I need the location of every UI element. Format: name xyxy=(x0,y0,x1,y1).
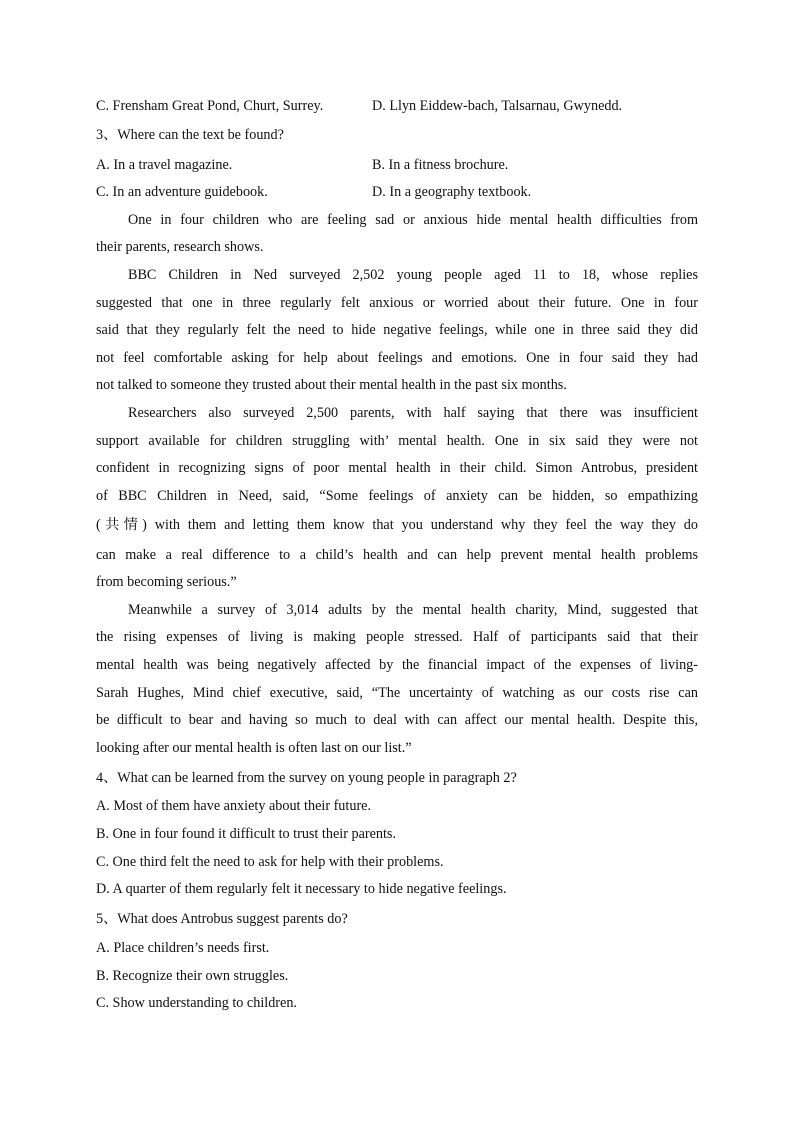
passage-p1-line: their parents, research shows. xyxy=(96,239,264,255)
passage-p4-line: Sarah Hughes, Mind chief executive, said, “The uncertainty of watching as our costs rise can xyxy=(96,685,698,701)
passage-p3-line: Researchers also surveyed 2,500 parents, with half saying that there was insufficient xyxy=(128,405,698,421)
q3-option-d: D. In a geography textbook. xyxy=(372,184,532,200)
passage-p2-line: suggested that one in three regularly felt anxious or worried about their future. One in four xyxy=(96,295,698,311)
passage-p4-line: the rising expenses of living is making people stressed. Half of participants said that their xyxy=(96,629,698,645)
q5-option-b: B. Recognize their own struggles. xyxy=(96,968,289,984)
passage-p4-line: Meanwhile a survey of 3,014 adults by the mental health charity, Mind, suggested that xyxy=(128,602,698,618)
q3-option-b: B. In a fitness brochure. xyxy=(372,157,509,173)
q3-option-a: A. In a travel magazine. xyxy=(96,157,233,173)
q2-option-c: C. Frensham Great Pond, Churt, Surrey. xyxy=(96,98,324,114)
passage-p3-line: of BBC Children in Need, said, “Some feelings of anxiety can be hidden, so empathizing xyxy=(96,488,698,504)
passage-p2-line: not talked to someone they trusted about their mental health in the past six months. xyxy=(96,377,567,393)
passage-p3-line: from becoming serious.” xyxy=(96,574,237,590)
q4-option-c: C. One third felt the need to ask for help with their problems. xyxy=(96,854,444,870)
passage-p2-line: not feel comfortable asking for help about feelings and emotions. One in four said they had xyxy=(96,350,698,366)
q4-option-d: D. A quarter of them regularly felt it necessary to hide negative feelings. xyxy=(96,881,507,897)
passage-p3-line: confident in recognizing signs of poor mental health in their child. Simon Antrobus, president xyxy=(96,460,698,476)
q5-question: 5、What does Antrobus suggest parents do? xyxy=(96,911,348,927)
passage-p2-line: BBC Children in Ned surveyed 2,502 young people aged 11 to 18, whose replies xyxy=(128,267,698,283)
q4-question: 4、What can be learned from the survey on young people in paragraph 2? xyxy=(96,770,517,786)
passage-p4-line: mental health was being negatively affected by the financial impact of the expenses of living- xyxy=(96,657,698,673)
passage-p2-line: said that they regularly felt the need to hide negative feelings, while one in three said they did xyxy=(96,322,698,338)
passage-p3-line: can make a real difference to a child’s health and can help prevent mental health problems xyxy=(96,547,698,563)
q4-option-a: A. Most of them have anxiety about their future. xyxy=(96,798,372,814)
passage-p3-line: (共情) with them and letting them know that you understand why they feel the way they do xyxy=(96,517,698,533)
q5-option-a: A. Place children’s needs first. xyxy=(96,940,270,956)
passage-p3-line: support available for children struggling with’ mental health. One in six said they were not xyxy=(96,433,698,449)
q4-option-b: B. One in four found it difficult to trust their parents. xyxy=(96,826,396,842)
passage-p4-line: looking after our mental health is often last on our list.” xyxy=(96,740,412,756)
passage-p4-line: be difficult to bear and having so much to deal with can affect our mental health. Despite this, xyxy=(96,712,698,728)
q5-option-c: C. Show understanding to children. xyxy=(96,995,297,1011)
q2-option-d: D. Llyn Eiddew-bach, Talsarnau, Gwynedd. xyxy=(372,98,623,114)
passage-p1-line: One in four children who are feeling sad or anxious hide mental health difficulties from xyxy=(128,212,698,228)
q3-option-c: C. In an adventure guidebook. xyxy=(96,184,268,200)
q3-question: 3、Where can the text be found? xyxy=(96,127,284,143)
